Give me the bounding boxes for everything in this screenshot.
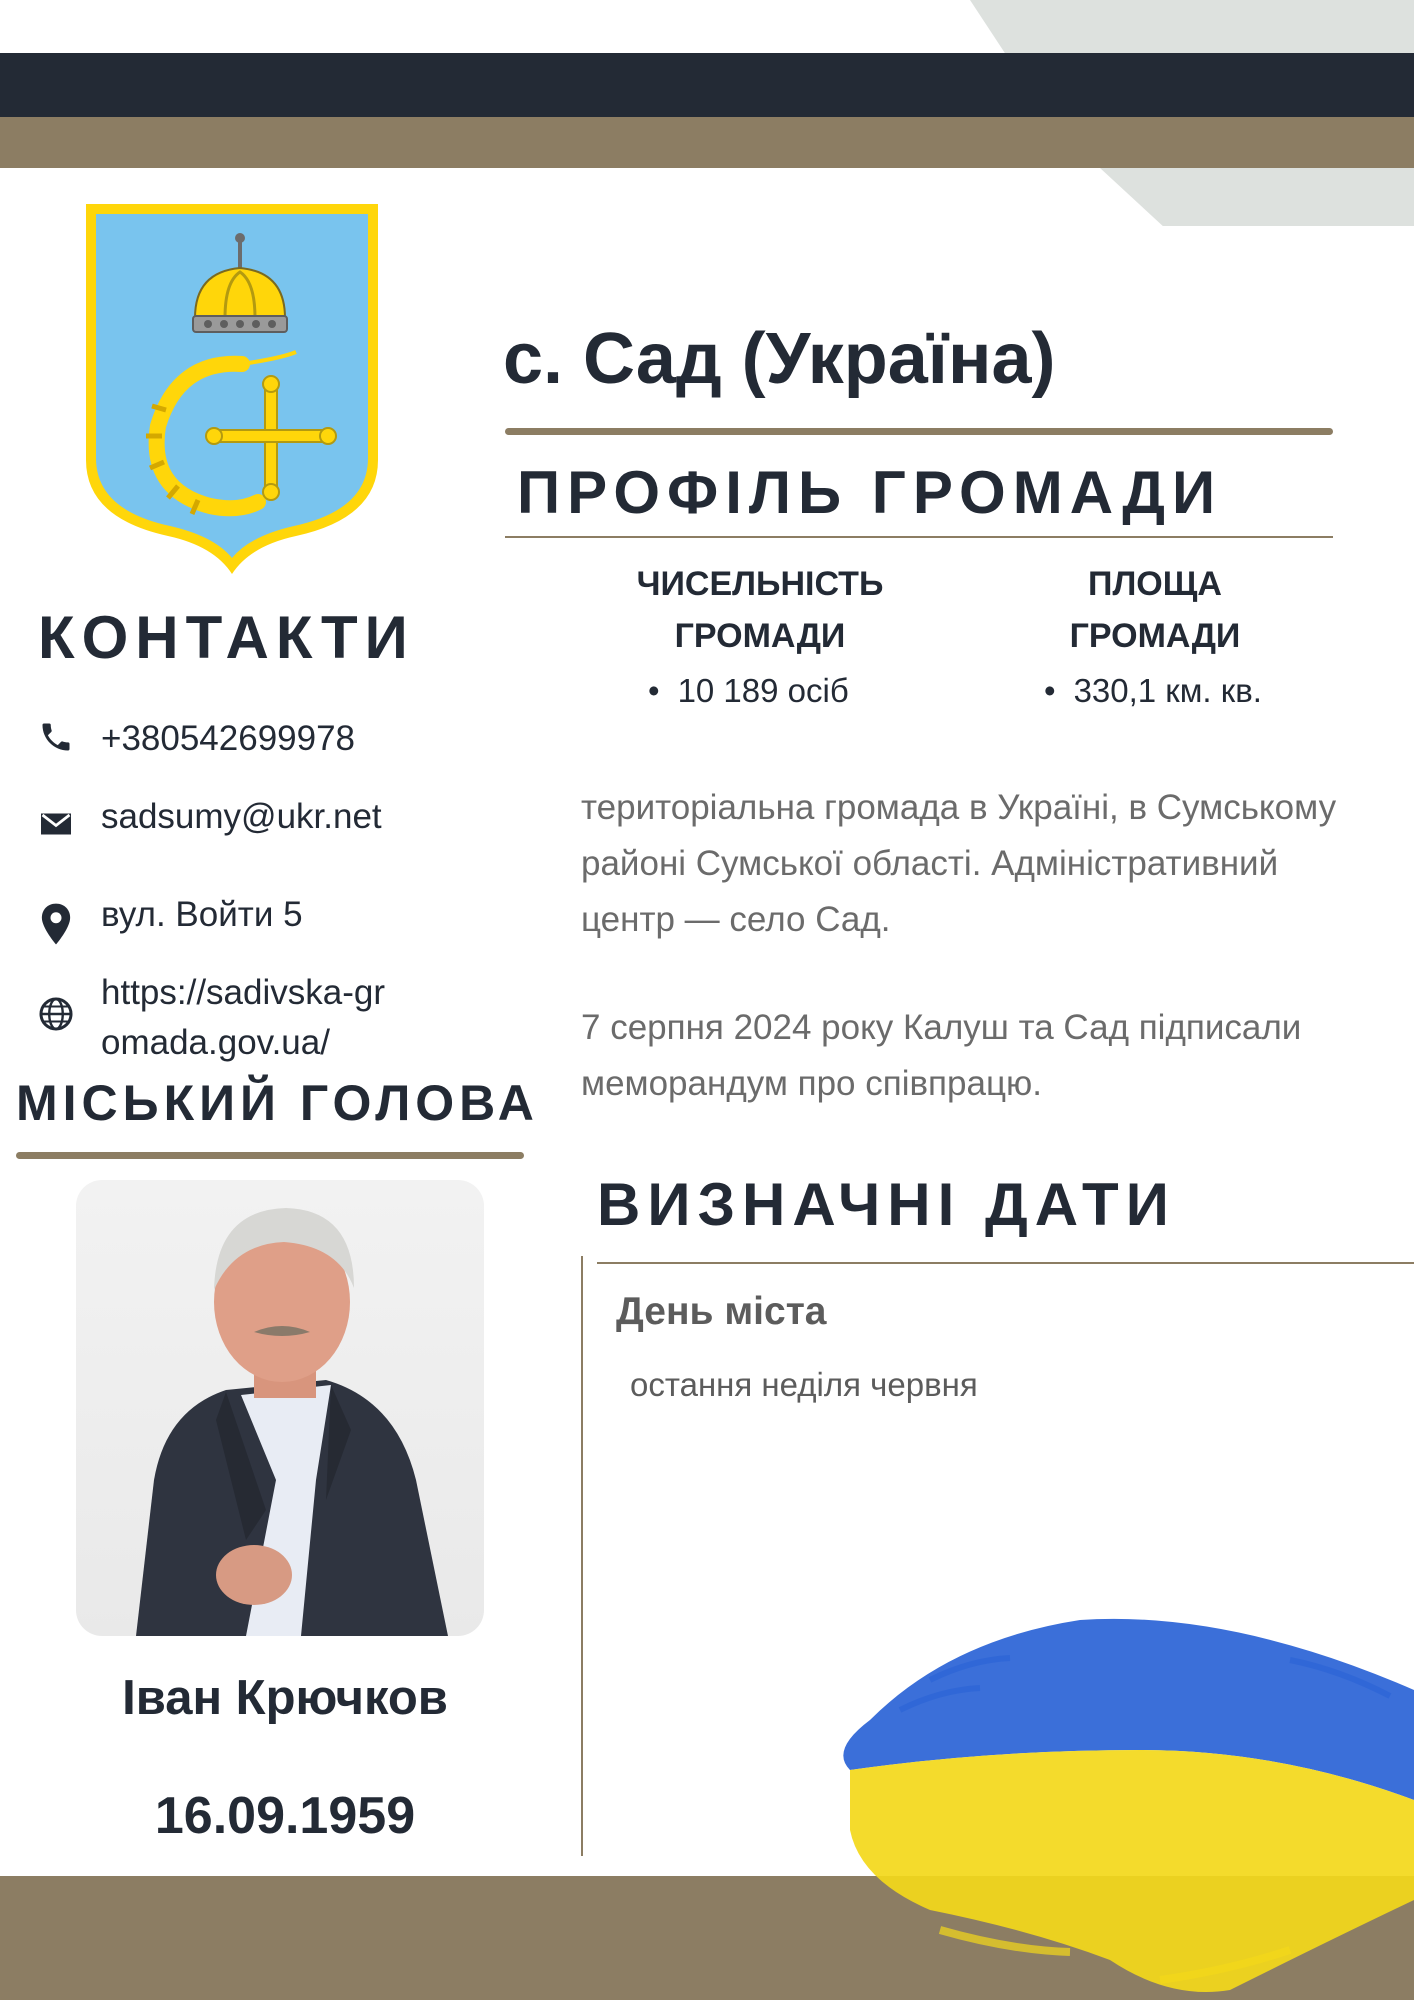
contacts-heading: КОНТАКТИ (38, 604, 415, 671)
profile-divider (505, 536, 1333, 538)
profile-heading: ПРОФІЛЬ ГРОМАДИ (517, 459, 1223, 526)
dates-vertical-line (581, 1256, 583, 1856)
globe-icon (38, 996, 74, 1032)
area-label: ПЛОЩА ГРОМАДИ (1069, 565, 1241, 655)
phone-icon (38, 719, 74, 755)
coat-of-arms-icon (82, 200, 382, 578)
mail-icon (38, 806, 74, 842)
title-underline (505, 428, 1333, 435)
notable-dates-heading: ВИЗНАЧНІ ДАТИ (597, 1171, 1176, 1238)
street-address: вул. Войти 5 (101, 895, 303, 934)
mayor-birthdate: 16.09.1959 (154, 1787, 416, 1845)
population-value: • 10 189 осіб (648, 672, 849, 710)
phone-number[interactable]: +380542699978 (101, 719, 356, 758)
description-paragraph-2: 7 серпня 2024 року Калуш та Сад підписали меморандум про співпрацю. (581, 1008, 1302, 1103)
description-paragraph-1: територіальна громада в Україні, в Сумському районі Сумської області. Адміністративний центр — село Сад. (581, 788, 1337, 939)
top-decor-grey-2 (1100, 168, 1414, 226)
dates-divider (597, 1262, 1414, 1264)
mayor-underline (16, 1152, 524, 1159)
top-decor-grey (970, 0, 1414, 54)
event-title: День міста (616, 1290, 827, 1333)
population-label: ЧИСЕЛЬНІСТЬ ГРОМАДИ (636, 565, 884, 655)
mayor-photo (76, 1180, 484, 1636)
website-link[interactable]: https://sadivska-gromada.gov.ua/ (101, 973, 385, 1062)
ukraine-flag-brush-icon (810, 1600, 1414, 2000)
email-address[interactable]: sadsumy@ukr.net (101, 797, 382, 836)
area-value: • 330,1 км. кв. (1044, 672, 1262, 710)
page-title: с. Сад (Україна) (503, 319, 1056, 399)
mayor-heading: МІСЬКИЙ ГОЛОВА (16, 1075, 539, 1131)
top-band-dark (0, 53, 1414, 117)
location-pin-icon (37, 902, 75, 946)
event-date: остання неділя червня (630, 1366, 978, 1403)
top-band-tan (0, 117, 1414, 168)
mayor-name: Іван Крючков (122, 1671, 448, 1725)
